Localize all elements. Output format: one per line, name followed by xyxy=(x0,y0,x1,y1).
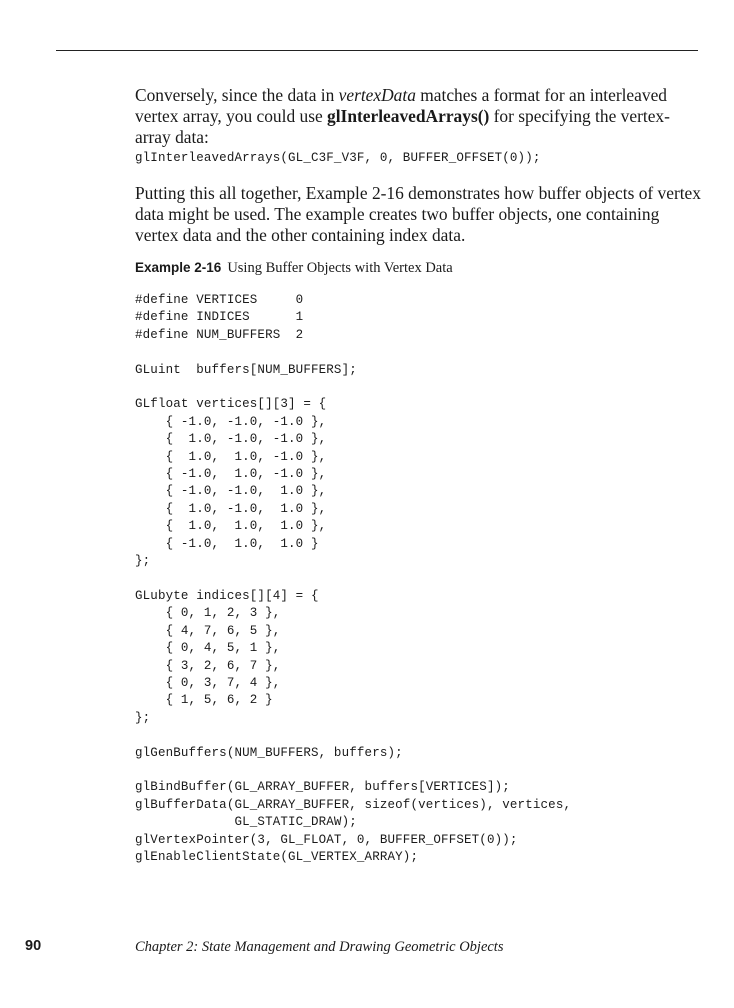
code-line: #define INDICES 1 xyxy=(135,310,304,325)
code-line: { -1.0, 1.0, 1.0 } xyxy=(135,536,319,551)
example-caption xyxy=(135,259,453,277)
example-label: Example 2-16 xyxy=(135,260,222,275)
paragraph-text: for specifying the vertex-array data: xyxy=(135,106,670,147)
code-line: glGenBuffers(NUM_BUFFERS, buffers); xyxy=(135,745,403,760)
code-line: glBufferData(GL_ARRAY_BUFFER, sizeof(vertices), vertices, xyxy=(135,797,572,812)
code-line: { 3, 2, 6, 7 }, xyxy=(135,658,281,673)
code-line: glEnableClientState(GL_VERTEX_ARRAY); xyxy=(135,850,419,864)
code-line: glVertexPointer(3, GL_FLOAT, 0, BUFFER_OFFSET(0)); xyxy=(135,832,518,847)
code-line: { 0, 1, 2, 3 }, xyxy=(135,606,281,621)
code-line: { 4, 7, 6, 5 }, xyxy=(135,623,281,638)
function-name-glinterleavedarrays: glInterleavedArrays() xyxy=(327,106,490,126)
code-line: { 1.0, -1.0, -1.0 }, xyxy=(135,432,327,447)
code-line: { 0, 4, 5, 1 }, xyxy=(135,641,281,656)
code-line: #define NUM_BUFFERS 2 xyxy=(135,327,304,342)
emphasis-vertexdata: vertexData xyxy=(338,85,416,105)
code-listing-example-2-16 xyxy=(135,292,571,866)
code-line: { -1.0, 1.0, -1.0 }, xyxy=(135,467,327,482)
code-line: { -1.0, -1.0, -1.0 }, xyxy=(135,414,327,429)
code-line: }; xyxy=(135,554,151,569)
code-snippet-interleaved: glInterleavedArrays(GL_C3F_V3F, 0, BUFFER_OFFSET(0)); xyxy=(135,151,541,165)
code-line: { 1.0, -1.0, 1.0 }, xyxy=(135,501,327,516)
paragraph-interleaved-arrays xyxy=(135,85,705,148)
code-line: #define VERTICES 0 xyxy=(135,293,304,307)
code-line: glBindBuffer(GL_ARRAY_BUFFER, buffers[VERTICES]); xyxy=(135,780,510,795)
code-line: { 1.0, 1.0, 1.0 }, xyxy=(135,519,327,534)
code-line: { 1, 5, 6, 2 } xyxy=(135,693,273,708)
code-line: GLfloat vertices[][3] = { xyxy=(135,397,327,412)
page-number: 90 xyxy=(25,938,42,954)
header-rule xyxy=(56,50,698,51)
code-line: { 1.0, 1.0, -1.0 }, xyxy=(135,449,327,464)
code-line: }; xyxy=(135,710,151,725)
paragraph-text: Conversely, since the data in xyxy=(135,85,339,105)
example-title: Using Buffer Objects with Vertex Data xyxy=(227,260,453,276)
code-line: GL_STATIC_DRAW); xyxy=(135,815,357,830)
code-line: { 0, 3, 7, 4 }, xyxy=(135,675,281,690)
running-footer-title: Chapter 2: State Management and Drawing Geometric Objects xyxy=(135,939,504,955)
code-line: GLubyte indices[][4] = { xyxy=(135,588,319,603)
paragraph-text: matches a format for an interleaved vertex array, you could use xyxy=(135,85,667,126)
code-line: { -1.0, -1.0, 1.0 }, xyxy=(135,484,327,499)
code-line: GLuint buffers[NUM_BUFFERS]; xyxy=(135,362,357,377)
paragraph-putting-together: Putting this all together, Example 2-16 demonstrates how buffer objects of vertex data might be used. The example creates two buffer objects, one containing vertex data and the other containing index data. xyxy=(135,183,701,245)
